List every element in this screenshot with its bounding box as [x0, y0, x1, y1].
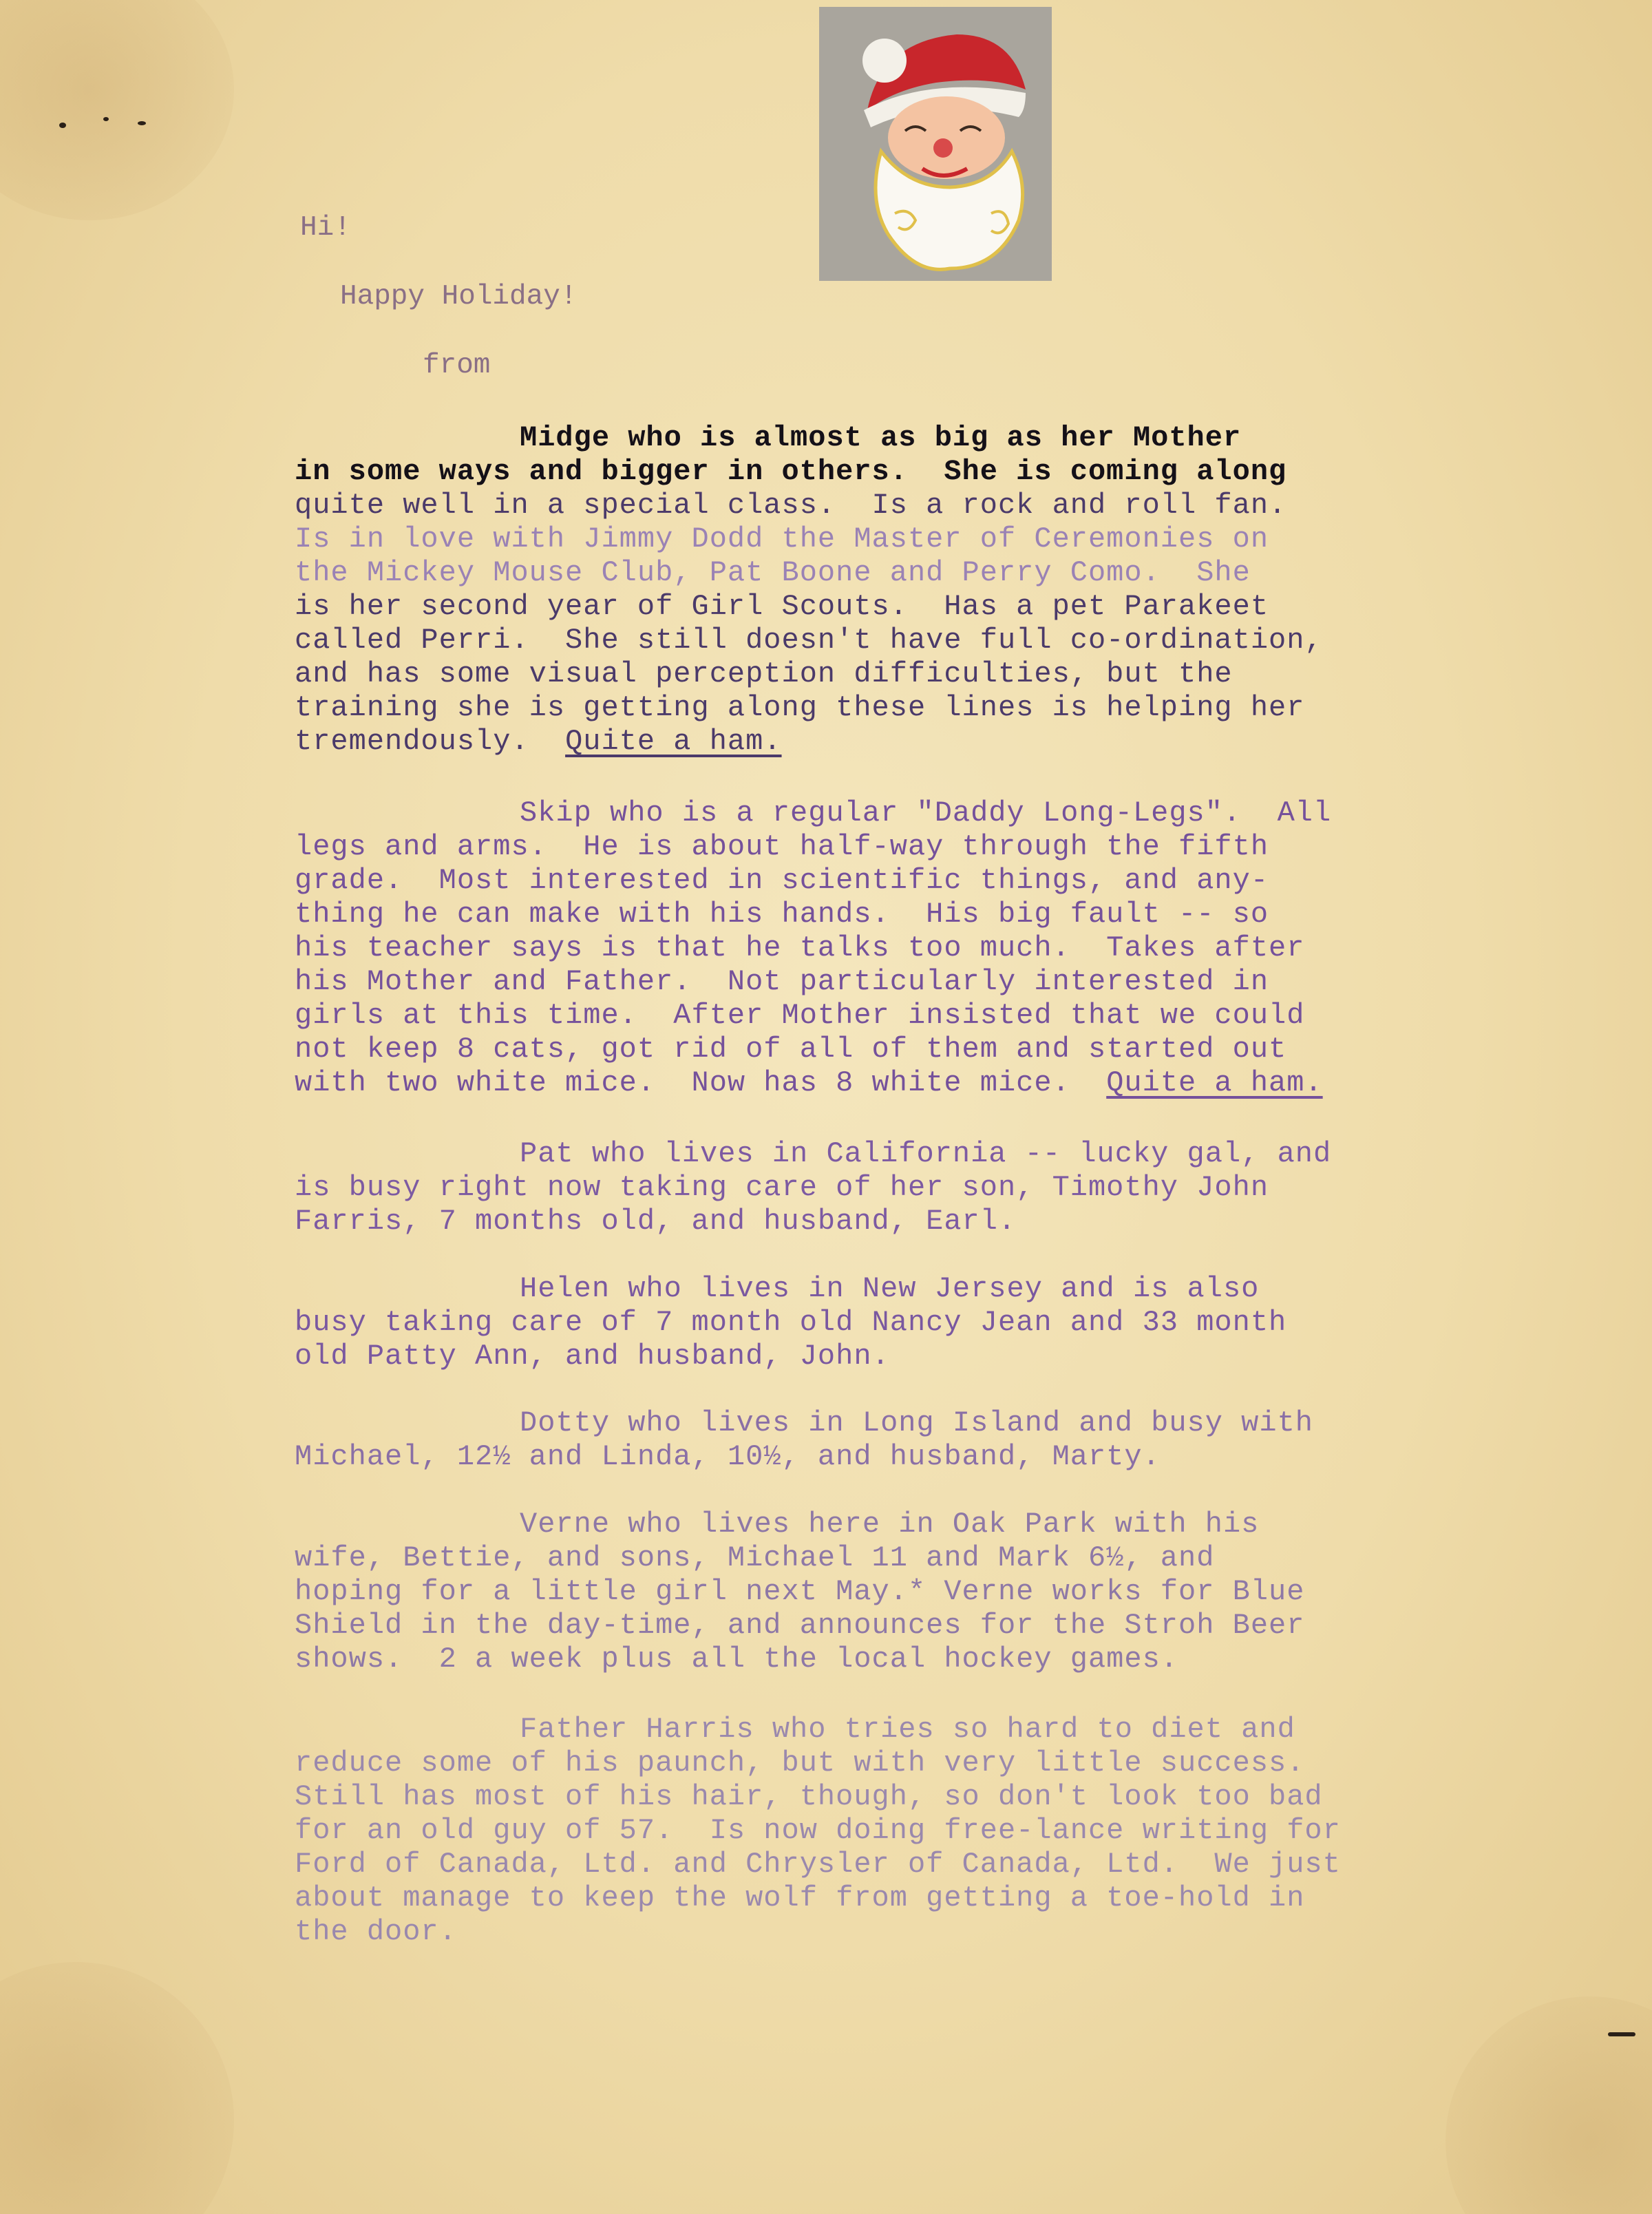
text-line: wife, Bettie, and sons, Michael 11 and Mark 6½, and — [295, 1541, 1215, 1574]
underlined-remark: Quite a ham. — [1106, 1066, 1323, 1099]
santa-claus-icon — [819, 7, 1052, 281]
text-line: thing he can make with his hands. His big fault -- so — [295, 898, 1269, 931]
text-line: Pat who lives in California -- lucky gal, and — [520, 1137, 1332, 1170]
paragraph-midge — [295, 421, 1465, 759]
text-line: is her second year of Girl Scouts. Has a pet Parakeet — [295, 590, 1269, 623]
text-line: not keep 8 cats, got rid of all of them and started out — [295, 1033, 1287, 1066]
text-line: hoping for a little girl next May.* Verne works for Blue — [295, 1575, 1305, 1608]
text-line — [295, 1066, 1465, 1100]
santa-illustration — [819, 7, 1052, 281]
text-line: girls at this time. After Mother insisted that we could — [295, 999, 1305, 1032]
paragraph-father — [295, 1713, 1465, 1949]
text-line: training she is getting along these lines is helping her — [295, 691, 1305, 724]
paragraph-verne — [295, 1508, 1465, 1676]
text-line: grade. Most interested in scientific things, and any- — [295, 864, 1269, 897]
text-line: Verne who lives here in Oak Park with his — [520, 1508, 1260, 1541]
paragraph-pat — [295, 1137, 1465, 1238]
text-line: his teacher says is that he talks too much. Takes after — [295, 931, 1305, 964]
text-line: his Mother and Father. Not particularly interested in — [295, 965, 1269, 998]
text-line: Michael, 12½ and Linda, 10½, and husband, Marty. — [295, 1440, 1161, 1473]
text-line: Father Harris who tries so hard to diet and — [520, 1713, 1295, 1746]
greeting-line: Hi! — [300, 212, 351, 244]
text-line: Ford of Canada, Ltd. and Chrysler of Canada, Ltd. We just — [295, 1848, 1341, 1881]
text-line: is busy right now taking care of her son, Timothy John — [295, 1171, 1269, 1204]
text-line: the Mickey Mouse Club, Pat Boone and Perry Como. She — [295, 556, 1251, 589]
text-line: in some ways and bigger in others. She is coming along — [295, 455, 1287, 488]
text-line: Helen who lives in New Jersey and is also — [520, 1272, 1260, 1305]
text-line: and has some visual perception difficulties, but the — [295, 657, 1233, 690]
text-line: about manage to keep the wolf from getting a toe-hold in — [295, 1881, 1305, 1915]
text-line: old Patty Ann, and husband, John. — [295, 1340, 890, 1373]
ink-speck — [138, 121, 146, 125]
paper-stain — [1446, 1996, 1652, 2214]
text-line: quite well in a special class. Is a rock and roll fan. — [295, 489, 1287, 522]
text-line — [295, 725, 1465, 759]
paragraph-dotty — [295, 1406, 1465, 1474]
text-line: Midge who is almost as big as her Mother — [520, 421, 1242, 454]
line-text: with two white mice. Now has 8 white mice. — [295, 1066, 1070, 1099]
text-line: Dotty who lives in Long Island and busy with — [520, 1406, 1313, 1440]
text-line: Shield in the day-time, and announces for the Stroh Beer — [295, 1609, 1305, 1642]
text-line: Still has most of his hair, though, so don't look too bad — [295, 1780, 1323, 1813]
text-line: busy taking care of 7 month old Nancy Jean and 33 month — [295, 1306, 1287, 1339]
from-line: from — [423, 350, 491, 381]
paper-stain — [0, 1962, 234, 2214]
text-line: legs and arms. He is about half-way through the fifth — [295, 830, 1269, 863]
text-line: Skip who is a regular "Daddy Long-Legs". All — [520, 797, 1332, 830]
text-line: called Perri. She still doesn't have full co-ordination, — [295, 624, 1323, 657]
line-text: tremendously. — [295, 725, 529, 758]
text-line: for an old guy of 57. Is now doing free-lance writing for — [295, 1814, 1341, 1847]
text-line: shows. 2 a week plus all the local hockey games. — [295, 1643, 1179, 1676]
text-line: Farris, 7 months old, and husband, Earl. — [295, 1205, 1017, 1238]
paper-stain — [0, 0, 234, 220]
text-line: Is in love with Jimmy Dodd the Master of Ceremonies on — [295, 523, 1269, 556]
text-line: the door. — [295, 1915, 457, 1948]
underlined-remark: Quite a ham. — [565, 725, 782, 758]
paragraph-skip — [295, 797, 1465, 1100]
text-line: reduce some of his paunch, but with very little success. — [295, 1747, 1305, 1780]
paragraph-helen — [295, 1272, 1465, 1373]
ink-speck — [59, 123, 66, 128]
holiday-line: Happy Holiday! — [340, 281, 578, 313]
ink-speck — [103, 117, 109, 121]
ink-speck — [1608, 2032, 1635, 2036]
